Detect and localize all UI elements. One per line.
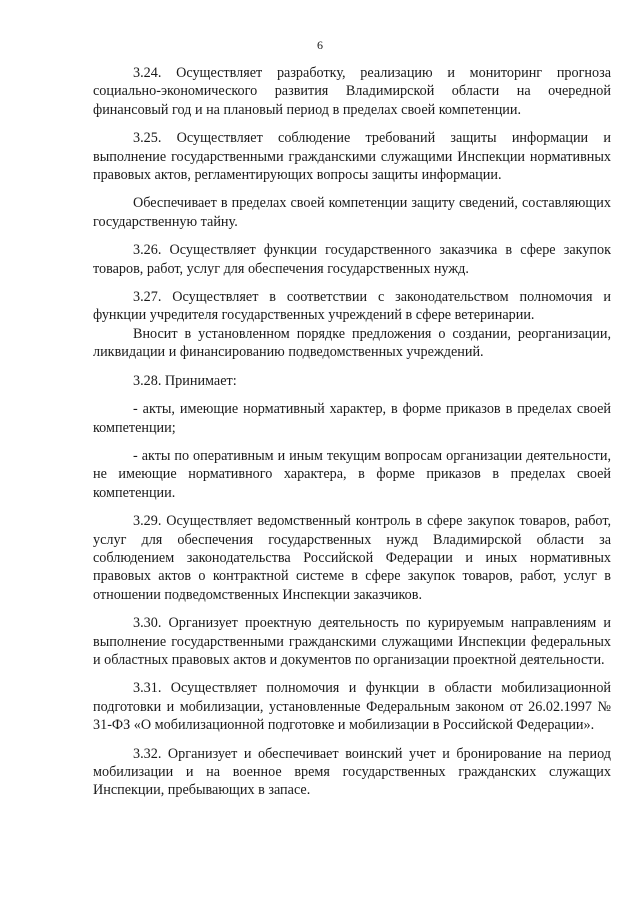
paragraph-3-30: 3.30. Организует проектную деятельность по курируемым направлениям и выполнение государственными гражданскими служащими Инспекции федеральных и областных правовых актов и документов по организации проектной деятельности. [93,615,611,668]
paragraph-3-29: 3.29. Осуществляет ведомственный контроль в сфере закупок товаров, работ, услуг для обеспечения государственных нужд Владимирской области за соблюдением законодательства Российской Федерации и иных нормативных правовых актов о контрактной системе в сфере закупок товаров, работ, услуг в отношении подведомственных Инспекции заказчиков. [93,513,611,603]
paragraph-3-28: 3.28. Принимает: [133,372,237,389]
paragraph-3-27: 3.27. Осуществляет в соответствии с законодательством полномочия и функции учредителя государственных учреждений в сфере ветеринарии. [93,289,611,324]
paragraph-3-25-secrecy: Обеспечивает в пределах своей компетенции защиту сведений, составляющих государственную тайну. [93,195,611,230]
paragraph-3-24: 3.24. Осуществляет разработку, реализацию и мониторинг прогноза социально-экономического развития Владимирской области на очередной финансовый год и на плановый период в пределах своей компетенции. [93,65,611,118]
document-body [93,64,611,810]
list-item-operational-acts: - акты по оперативным и иным текущим вопросам организации деятельности, не имеющие нормативного характера, в форме приказов в пределах своей компетенции. [93,447,611,501]
page-number: 6 [317,38,323,52]
paragraph-3-27-proposals: Вносит в установленном порядке предложения о создании, реорганизации, ликвидации и финансированию подведомственных учреждений. [93,325,611,361]
paragraph-3-26: 3.26. Осуществляет функции государственного заказчика в сфере закупок товаров, работ, услуг для обеспечения государственных нужд. [93,242,611,277]
paragraph-3-25: 3.25. Осуществляет соблюдение требований защиты информации и выполнение государственными гражданскими служащими Инспекции нормативных правовых актов, регламентирующих вопросы защиты информации. [93,130,611,184]
paragraph-3-31: 3.31. Осуществляет полномочия и функции в области мобилизационной подготовки и мобилизации, установленные Федеральным законом от 26.02.1997 № 31-ФЗ «О мобилизационной подготовке и мобилизации в Российской Федерации». [93,680,611,734]
list-item-normative-acts: - акты, имеющие нормативный характер, в форме приказов в пределах своей компетенции; [93,401,611,436]
paragraph-3-32: 3.32. Организует и обеспечивает воинский учет и бронирование на период мобилизации и на военное время государственных гражданских служащих Инспекции, пребывающих в запасе. [93,745,611,799]
